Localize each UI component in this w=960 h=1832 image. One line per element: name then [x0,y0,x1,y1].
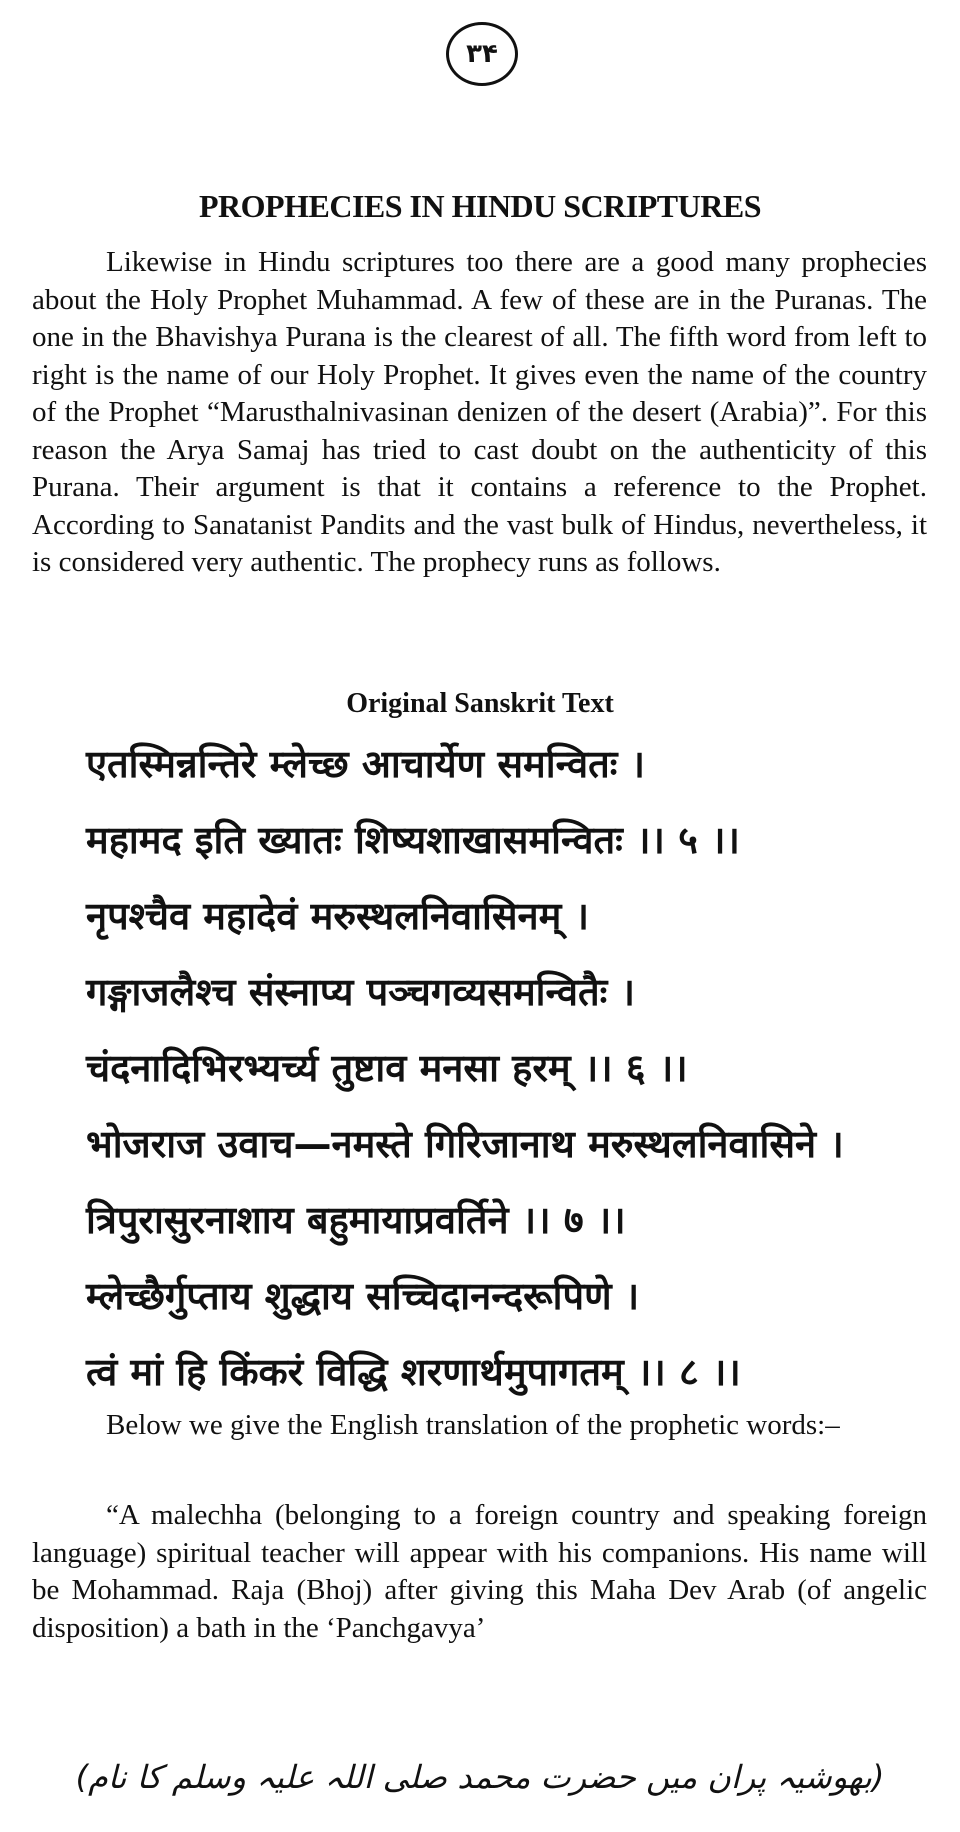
sanskrit-line: महामद इति ख्यातः शिष्यशाखासमन्वितः ।। ५ ।। [86,818,740,862]
section-heading: PROPHECIES IN HINDU SCRIPTURES [199,188,761,224]
sanskrit-line: त्वं मां हि किंकरं विद्धि शरणार्थमुपागतम् ।। ८ ।। [86,1350,741,1394]
sanskrit-line: गङ्गाजलैश्च संस्नाप्य पञ्चगव्यसमन्वितैः । [86,970,635,1014]
page-number: ۳۴ [446,22,518,86]
sanskrit-subheading: Original Sanskrit Text [346,688,614,719]
intro-paragraph: Likewise in Hindu scriptures too there are a good many prophecies about the Holy Prophet Muhammad. A few of these are in the Puranas. The one in the Bhavishya Purana is the clearest of all. The fifth word from left to right is the name of our Holy Prophet. It gives even the name of the country of the Prophet “Marusthalnivasinan denizen of the desert (Arabia)”. For this reason the Arya Samaj has tried to cast doubt on the authenticity of this Purana. Their argument is that it contains a reference to the Prophet. According to Sanatanist Pandits and the vast bulk of Hindus, nevertheless, it is considered very authentic. The prophecy runs as follows. [32,246,927,578]
sanskrit-verse-block [86,726,946,1410]
sanskrit-line: म्लेच्छैर्गुप्ताय शुद्धाय सच्चिदानन्दरूपिणे । [86,1274,640,1318]
sanskrit-line: नृपश्चैव महादेवं मरुस्थलनिवासिनम् । [86,894,589,938]
sanskrit-line: चंदनादिभिरभ्यर्च्य तुष्टाव मनसा हरम् ।। ६ ।। [86,1046,688,1090]
sanskrit-line: भोजराज उवाच—नमस्ते गिरिजानाथ मरुस्थलनिवासिने । [86,1122,844,1166]
urdu-footnote: (بھوشیہ پران میں حضرت محمد صلی اللہ علیہ وسلم کا نام) [75,1758,885,1796]
sanskrit-line: त्रिपुरासुरनाशाय बहुमायाप्रवर्तिने ।। ७ ।। [86,1198,626,1242]
translation-intro-paragraph: Below we give the English translation of the prophetic words:– [106,1409,840,1441]
translation-paragraph: “A malechha (belonging to a foreign country and speaking foreign language) spiritual teacher will appear with his companions. His name will be Mohammad. Raja (Bhoj) after giving this Maha Dev Arab (of angelic disposition) a bath in the ‘Panchgavya’ [32,1499,927,1644]
sanskrit-line: एतस्मिन्नन्तिरे म्लेच्छ आचार्येण समन्वितः । [86,742,646,786]
